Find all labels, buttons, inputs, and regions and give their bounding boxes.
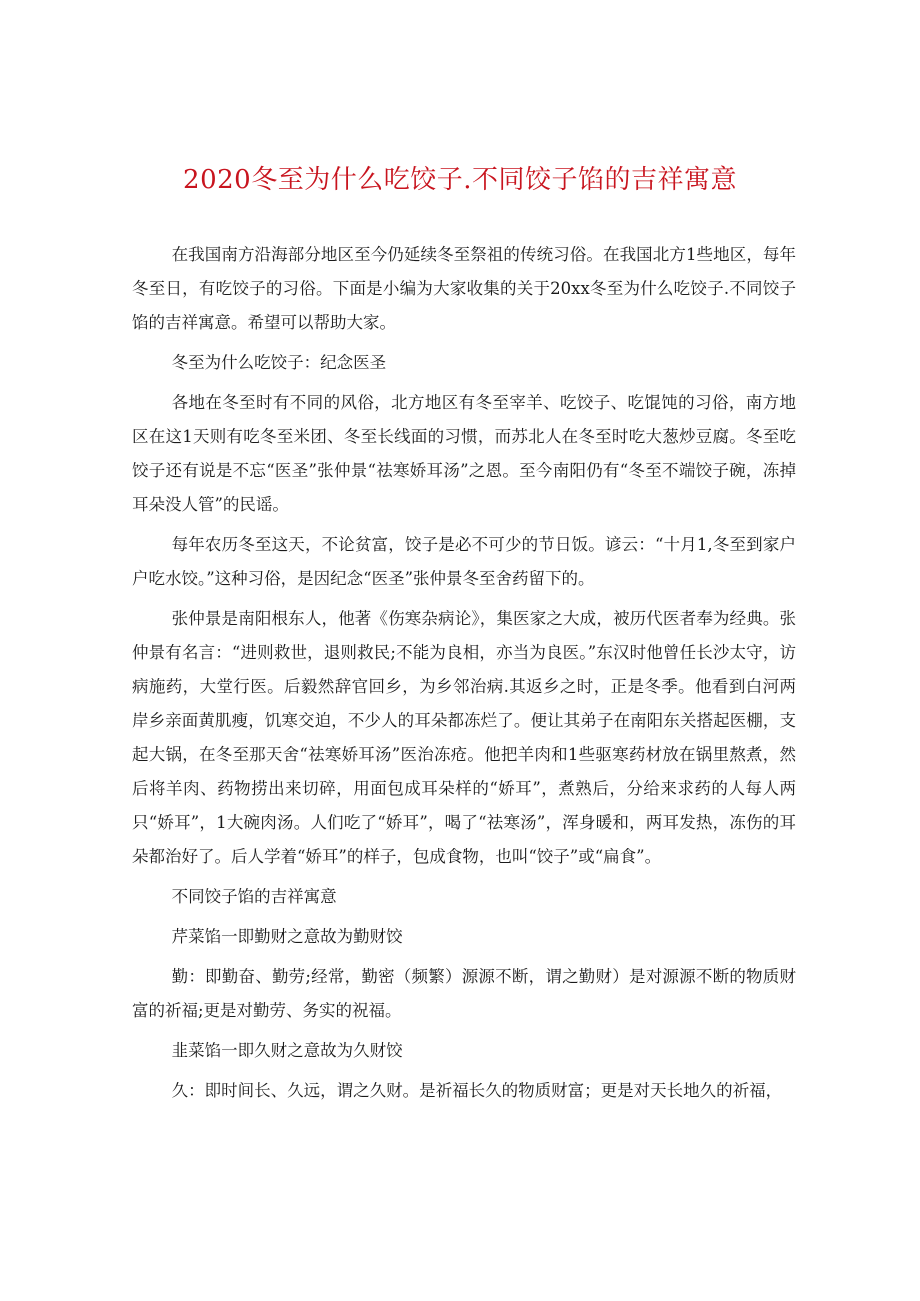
section-heading-why-dumplings: 冬至为什么吃饺子：纪念医圣 [171, 353, 387, 372]
paragraph-intro: 在我国南方沿海部分地区至今仍延续冬至祭祖的传统习俗。在我国北方1些地区，每年冬至日，有吃饺子的习俗。下面是小编为大家收集的关于20xx冬至为什么吃饺子.不同饺子馅的吉祥寓意。希望可以帮助大家。 [132, 245, 796, 332]
paragraph-zhang-zhongjing: 张仲景是南阳根东人，他著《伤寒杂病论》，集医家之大成，被历代医者奉为经典。张仲景有名言：“进则救世，退则救民;不能为良相，亦当为良医。”东汉时他曾任长沙太守，访病施药，大堂行医。后毅然辞官回乡，为乡邻治病.其返乡之时，正是冬季。他看到白河两岸乡亲面黄肌瘦，饥寒交迫，不少人的耳朵都冻烂了。便让其弟子在南阳东关搭起医棚，支起大锅，在冬至那天舍“祛寒娇耳汤”医治冻疮。他把羊肉和1些驱寒药材放在锅里熬煮，然后将羊肉、药物捞出来切碎，用面包成耳朵样的“娇耳”，煮熟后，分给来求药的人每人两只“娇耳”，1大碗肉汤。人们吃了“娇耳”，喝了“祛寒汤”，浑身暖和，两耳发热，冻伤的耳朵都治好了。后人学着“娇耳”的样子，包成食物，也叫“饺子”或“扁食”。 [132, 609, 796, 866]
paragraph-chive-meaning: 久：即时间长、久远，谓之久财。是祈福长久的物质财富；更是对天长地久的祈福， [171, 1081, 783, 1100]
document-body [132, 238, 796, 1114]
paragraph-customs: 各地在冬至时有不同的风俗，北方地区有冬至宰羊、吃饺子、吃馄饨的习俗，南方地区在这1天则有吃冬至米团、冬至长线面的习惯，而苏北人在冬至时吃大葱炒豆腐。冬至吃饺子还有说是不忘“医圣”张仲景“祛寒娇耳汤”之恩。至今南阳仍有“冬至不端饺子碗，冻掉耳朵没人管”的民谣。 [132, 393, 796, 514]
filling-heading-chive: 韭菜馅一即久财之意故为久财饺 [171, 1041, 403, 1060]
filling-heading-celery: 芹菜馅一即勤财之意故为勤财饺 [171, 927, 403, 946]
section-heading-fillings: 不同饺子馅的吉祥寓意 [171, 887, 337, 906]
document-title: 2020冬至为什么吃饺子.不同饺子馅的吉祥寓意 [183, 165, 737, 195]
paragraph-celery-meaning: 勤：即勤奋、勤劳;经常，勤密（频繁）源源不断，谓之勤财）是对源源不断的物质财富的祈福;更是对勤劳、务实的祝福。 [132, 967, 796, 1020]
paragraph-lunar-winter: 每年农历冬至这天，不论贫富，饺子是必不可少的节日饭。谚云：“十月1,冬至到家户户吃水饺。”这种习俗，是因纪念“医圣”张仲景冬至舍药留下的。 [132, 535, 796, 588]
